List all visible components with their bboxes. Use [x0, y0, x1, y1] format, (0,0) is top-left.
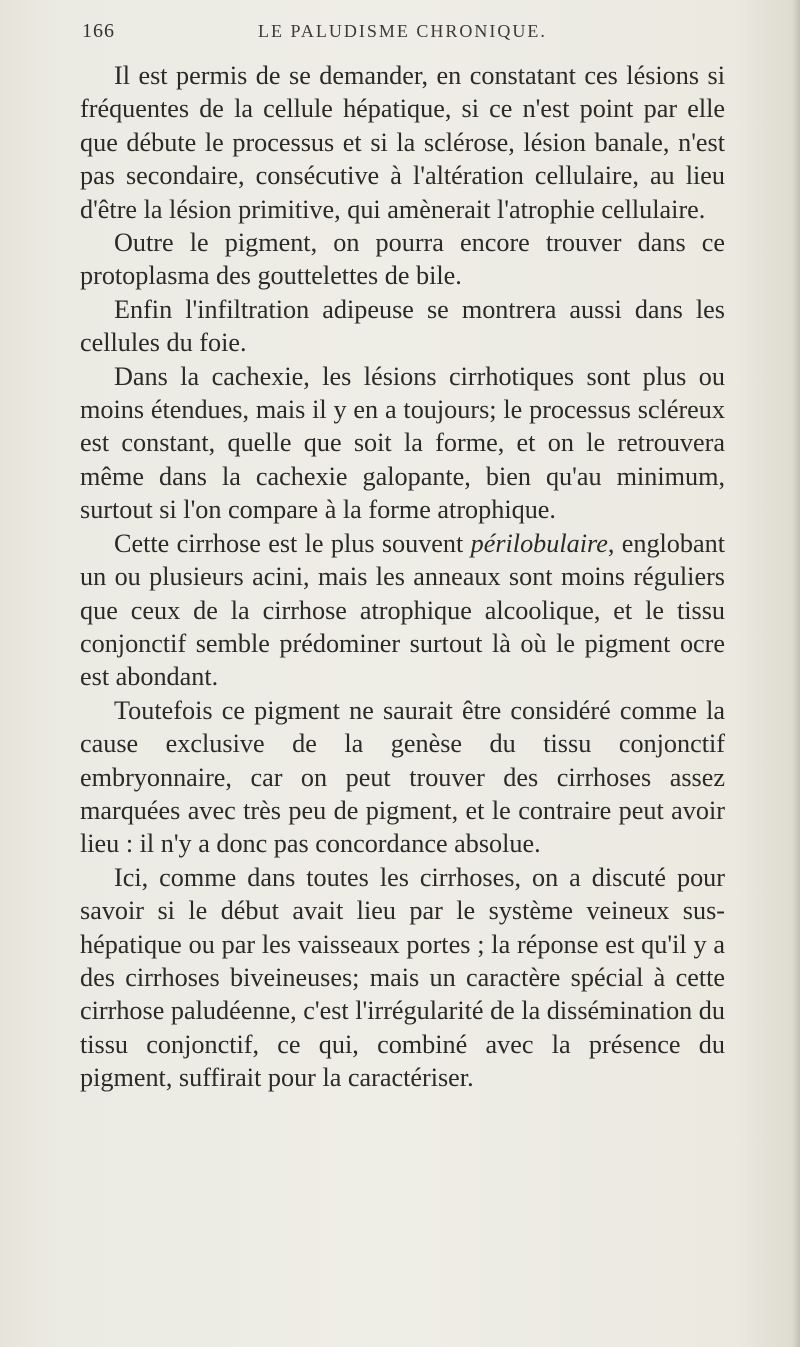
paragraph: Toutefois ce pigment ne saurait être considéré comme la cause exclusive de la genèse du tissu conjonctif embryonnaire, car on peut trouver des cirrhoses assez marquées avec très peu de pigment, et le contraire peut avoir lieu : il n'y a donc pas concordance absolue. — [80, 695, 725, 859]
page-number: 166 — [82, 20, 115, 42]
paragraph: Enfin l'infiltration adipeuse se montrera aussi dans les cellules du foie. — [80, 294, 725, 358]
paragraph — [80, 527, 725, 694]
paragraph: Outre le pigment, on pourra encore trouver dans ce protoplasma des gouttelettes de bile. — [80, 228, 725, 291]
italic-term: périlobulaire — [470, 528, 608, 558]
page-edge-shadow — [792, 0, 800, 1347]
paragraph: Il est permis de se demander, en constatant ces lésions si fréquentes de la cellule hépatique, si ce n'est point par elle que débute le processus et si la sclérose, lésion banale, n'est pas secondaire, consécutive à l'altération cellulaire, au lieu d'être la lésion primitive, qui amènerait l'atrophie cellulaire. — [80, 61, 725, 224]
paragraph: Dans la cachexie, les lésions cirrhotiques sont plus ou moins étendues, mais il y en a toujours; le processus scléreux est constant, quelle que soit la forme, et on le retrouvera même dans la cachexie galopante, bien qu'au minimum, surtout si l'on compare à la forme atrophique. — [80, 361, 725, 525]
running-title: LE PALUDISME CHRONIQUE. — [258, 21, 547, 41]
body-text — [80, 59, 725, 1095]
paragraph: Ici, comme dans toutes les cirrhoses, on a discuté pour savoir si le début avait lieu par le système veineux sus-hépatique ou par les vaisseaux portes ; la réponse est qu'il y a des cirrhoses biveineuses; mais un caractère spécial à cette cirrhose paludéenne, c'est l'irrégularité de la dissémination du tissu conjonctif, ce qui, combiné avec la présence du pigment, suffirait pour la caractériser. — [80, 862, 725, 1093]
paragraph-text: Cette cirrhose est le plus souvent — [114, 528, 471, 558]
page-header — [82, 20, 722, 50]
paragraph-text: , englobant un ou plusieurs acini, mais les anneaux sont moins réguliers que ceux de la cirrhose atrophique alcoolique, et le tissu conjonctif semble prédominer surtout là où le pigment ocre est abondant. — [80, 528, 725, 692]
